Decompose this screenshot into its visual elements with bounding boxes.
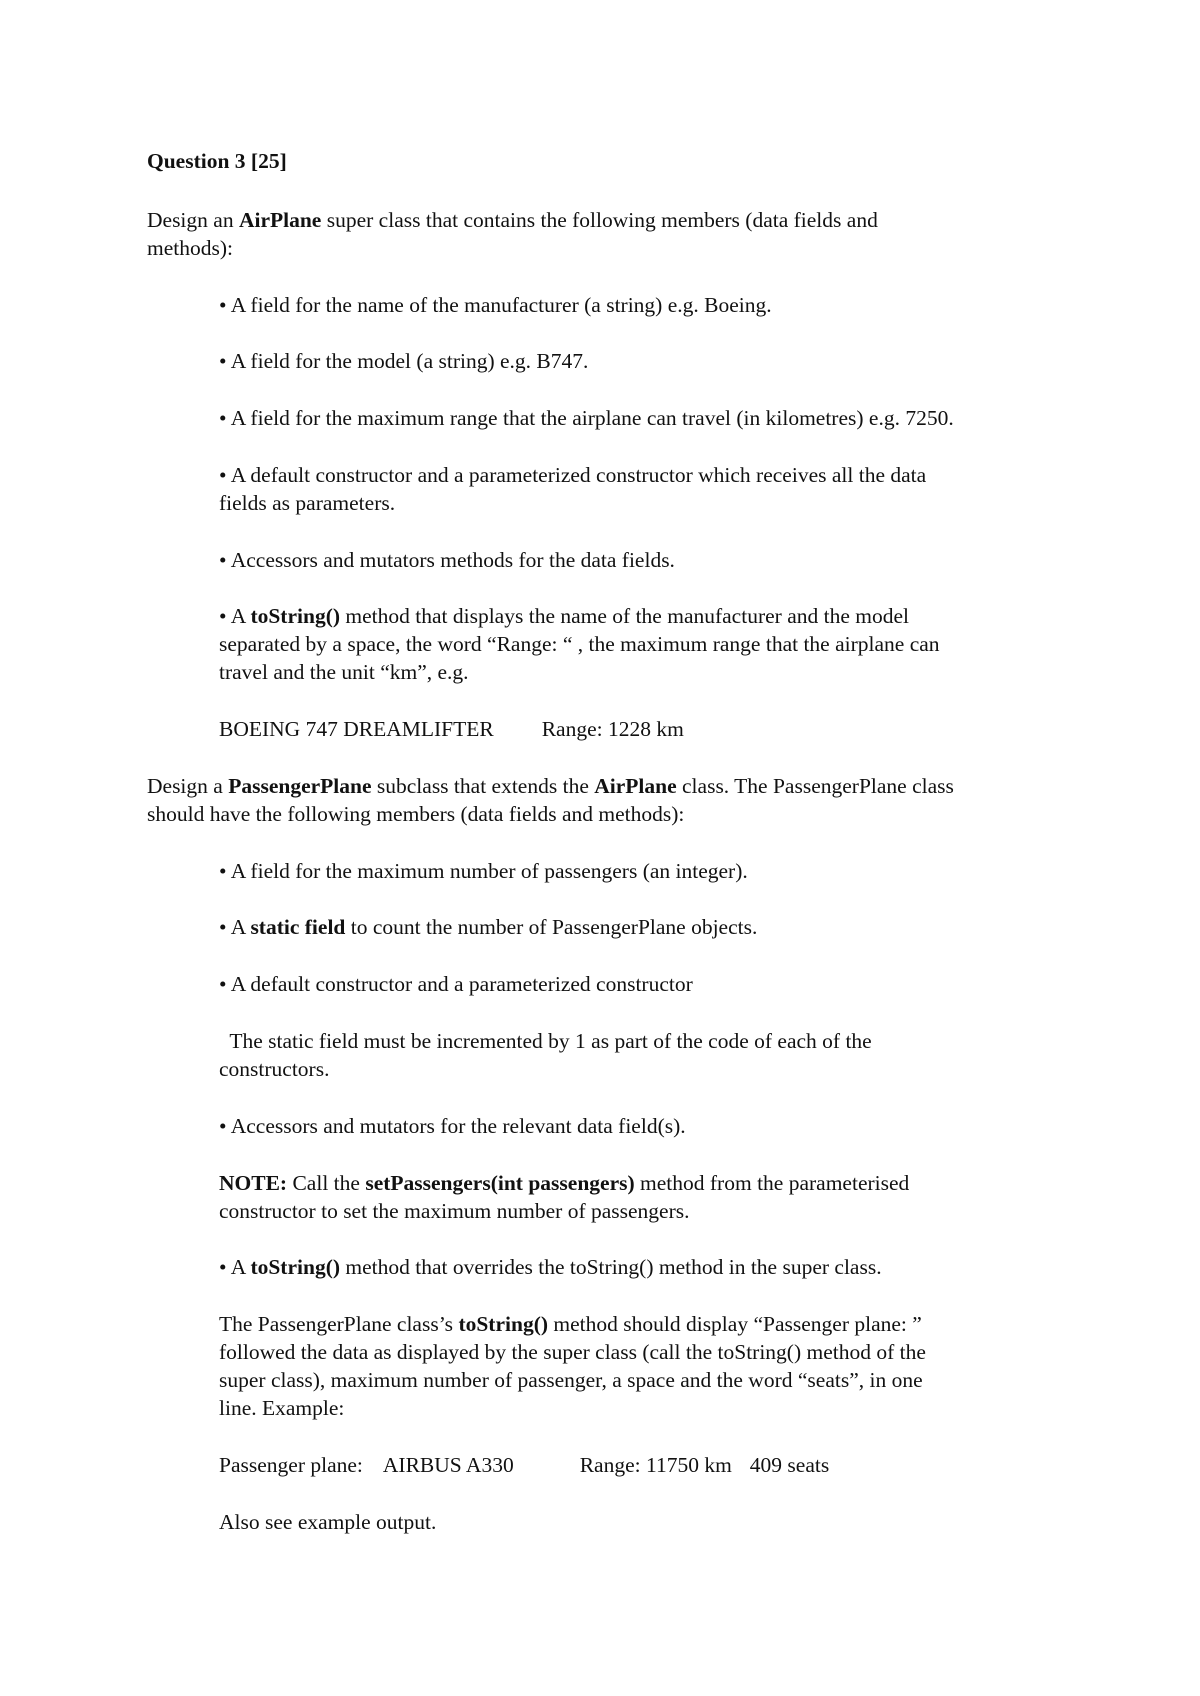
airplane-bullet-accessors: • Accessors and mutators methods for the data fields. [219, 548, 675, 572]
passenger-example-range: Range: 11750 km [579, 1453, 732, 1477]
airplane-intro-line-2: methods): [147, 236, 233, 260]
airplane-bullet-tostring-line-2: separated by a space, the word “Range: “ , the maximum range that the airplane can [219, 632, 940, 656]
tostring-desc-line-4: line. Example: [219, 1396, 345, 1420]
airplane-bullet-range: • A field for the maximum range that the airplane can travel (in kilometres) e.g. 7250. [219, 406, 954, 430]
set-passengers-method: setPassengers(int passengers) [365, 1171, 635, 1195]
passenger-intro-line-1: Design a PassengerPlane subclass that extends the AirPlane class. The PassengerPlane class [147, 774, 954, 798]
passenger-bullet-constructors: • A default constructor and a parameterized constructor [219, 972, 693, 996]
static-note-line-1: The static field must be incremented by 1 as part of the code of each of the [219, 1029, 872, 1053]
passenger-example-name: AIRBUS A330 [382, 1453, 514, 1477]
note-line-1: NOTE: Call the setPassengers(int passengers) method from the parameterised [219, 1171, 910, 1195]
airplane-bullet-constructors-line-1: • A default constructor and a parameterized constructor which receives all the data [219, 463, 927, 487]
airplane-example-name: BOEING 747 DREAMLIFTER [219, 717, 494, 741]
static-note-line-2: constructors. [219, 1057, 330, 1081]
passenger-example-output [219, 1451, 829, 1479]
passenger-bullet-max-passengers: • A field for the maximum number of passengers (an integer). [219, 859, 748, 883]
airplane-bullet-tostring-line-1: • A toString() method that displays the name of the manufacturer and the model [219, 604, 909, 628]
note-label: NOTE: [219, 1171, 288, 1195]
tostring-desc-method: toString() [458, 1312, 549, 1336]
tostring-desc-line-2: followed the data as displayed by the super class (call the toString() method of the [219, 1340, 926, 1364]
tostring-method-name: toString() [250, 604, 341, 628]
airplane-bullet-constructors-line-2: fields as parameters. [219, 491, 396, 515]
airplane-example-output [219, 715, 684, 743]
airplane-bullet-tostring-line-3: travel and the unit “km”, e.g. [219, 660, 469, 684]
question-title: Question 3 [25] [147, 149, 287, 173]
passenger-bullet-tostring: • A toString() method that overrides the toString() method in the super class. [219, 1255, 882, 1279]
also-see-output: Also see example output. [219, 1510, 437, 1534]
note-line-2: constructor to set the maximum number of passengers. [219, 1199, 690, 1223]
passenger-bullet-static-field: • A static field to count the number of PassengerPlane objects. [219, 915, 758, 939]
airplane-example-range: Range: 1228 km [541, 717, 684, 741]
passenger-intro-line-2: should have the following members (data fields and methods): [147, 802, 685, 826]
tostring-desc-line-1: The PassengerPlane class’s toString() method should display “Passenger plane: ” [219, 1312, 922, 1336]
passenger-bullet-accessors: • Accessors and mutators for the relevant data field(s). [219, 1114, 686, 1138]
tostring-desc-line-3: super class), maximum number of passenger, a space and the word “seats”, in one [219, 1368, 923, 1392]
airplane-bullet-model: • A field for the model (a string) e.g. B747. [219, 349, 589, 373]
static-field-label: static field [250, 915, 346, 939]
passenger-example-label: Passenger plane: [219, 1453, 363, 1477]
passenger-class-name: PassengerPlane [228, 774, 372, 798]
tostring-override-method: toString() [250, 1255, 341, 1279]
passenger-example-seats: 409 seats [749, 1453, 830, 1477]
airplane-class-name: AirPlane [238, 208, 322, 232]
super-class-name: AirPlane [594, 774, 677, 798]
airplane-intro-line-1: Design an AirPlane super class that contains the following members (data fields and [147, 208, 878, 232]
airplane-bullet-manufacturer: • A field for the name of the manufacturer (a string) e.g. Boeing. [219, 293, 772, 317]
